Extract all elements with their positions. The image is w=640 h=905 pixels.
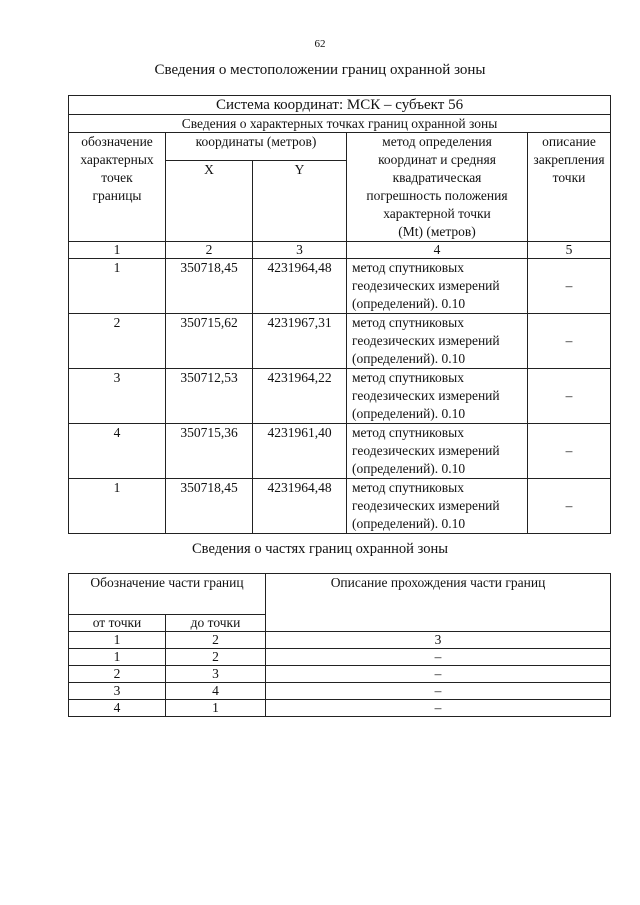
table-row bbox=[69, 700, 611, 717]
from-point: 1 bbox=[69, 649, 166, 666]
x-coordinate: 350718,45 bbox=[166, 479, 253, 534]
point-id: 4 bbox=[69, 424, 166, 479]
method-text: метод спутниковых геодезических измерений (определений). 0.10 bbox=[347, 314, 528, 369]
table-row bbox=[69, 666, 611, 683]
table-row bbox=[69, 369, 611, 424]
point-description: – bbox=[528, 479, 611, 534]
table-row bbox=[69, 424, 611, 479]
point-description: – bbox=[528, 369, 611, 424]
column-index: 3 bbox=[266, 632, 611, 649]
y-coordinate: 4231964,48 bbox=[253, 479, 347, 534]
header-method: метод определения координат и средняя квадратическая погрешность положения характерной точки (Mt) (метров) bbox=[347, 133, 528, 242]
boundary-parts-table bbox=[68, 573, 611, 717]
from-point: 2 bbox=[69, 666, 166, 683]
method-text: метод спутниковых геодезических измерений (определений). 0.10 bbox=[347, 259, 528, 314]
x-coordinate: 350712,53 bbox=[166, 369, 253, 424]
x-coordinate: 350715,36 bbox=[166, 424, 253, 479]
point-id: 3 bbox=[69, 369, 166, 424]
y-coordinate: 4231964,48 bbox=[253, 259, 347, 314]
part-description: – bbox=[266, 649, 611, 666]
column-index: 1 bbox=[69, 242, 166, 259]
section-title-parts: Сведения о частях границ охранной зоны bbox=[192, 541, 448, 557]
column-index: 4 bbox=[347, 242, 528, 259]
to-point: 4 bbox=[166, 683, 266, 700]
method-text: метод спутниковых геодезических измерений (определений). 0.10 bbox=[347, 424, 528, 479]
y-coordinate: 4231964,22 bbox=[253, 369, 347, 424]
table-row bbox=[69, 649, 611, 666]
column-index: 3 bbox=[253, 242, 347, 259]
column-index: 5 bbox=[528, 242, 611, 259]
to-point: 2 bbox=[166, 649, 266, 666]
column-index: 2 bbox=[166, 632, 266, 649]
header-point-designation: обозначение характерных точек границы bbox=[69, 133, 166, 242]
header-parts-description: Описание прохождения части границ bbox=[266, 574, 611, 632]
method-text: метод спутниковых геодезических измерений (определений). 0.10 bbox=[347, 369, 528, 424]
from-point: 4 bbox=[69, 700, 166, 717]
column-index: 2 bbox=[166, 242, 253, 259]
x-coordinate: 350718,45 bbox=[166, 259, 253, 314]
header-x: X bbox=[166, 161, 253, 242]
point-id: 2 bbox=[69, 314, 166, 369]
method-text: метод спутниковых геодезических измерений (определений). 0.10 bbox=[347, 479, 528, 534]
column-index: 1 bbox=[69, 632, 166, 649]
part-description: – bbox=[266, 666, 611, 683]
point-description: – bbox=[528, 424, 611, 479]
header-from-point: от точки bbox=[69, 615, 166, 632]
header-point-description: описание закрепления точки bbox=[528, 133, 611, 242]
y-coordinate: 4231961,40 bbox=[253, 424, 347, 479]
point-description: – bbox=[528, 259, 611, 314]
x-coordinate: 350715,62 bbox=[166, 314, 253, 369]
header-to-point: до точки bbox=[166, 615, 266, 632]
from-point: 3 bbox=[69, 683, 166, 700]
table-row bbox=[69, 314, 611, 369]
part-description: – bbox=[266, 700, 611, 717]
point-id: 1 bbox=[69, 479, 166, 534]
header-parts-designation: Обозначение части границ bbox=[69, 574, 266, 615]
section-title-boundaries: Сведения о местоположении границ охранной зоны bbox=[154, 62, 486, 78]
table-subheader: Сведения о характерных точках границ охранной зоны bbox=[69, 115, 611, 133]
table-row bbox=[69, 259, 611, 314]
to-point: 1 bbox=[166, 700, 266, 717]
page-number: 62 bbox=[314, 38, 326, 50]
table-row bbox=[69, 479, 611, 534]
table-row bbox=[69, 683, 611, 700]
part-description: – bbox=[266, 683, 611, 700]
to-point: 3 bbox=[166, 666, 266, 683]
y-coordinate: 4231967,31 bbox=[253, 314, 347, 369]
point-id: 1 bbox=[69, 259, 166, 314]
boundary-points-table bbox=[68, 95, 611, 534]
header-y: Y bbox=[253, 161, 347, 242]
point-description: – bbox=[528, 314, 611, 369]
coordinate-system-cell: Система координат: МСК – субъект 56 bbox=[69, 96, 611, 115]
header-coordinates: координаты (метров) bbox=[166, 133, 347, 161]
